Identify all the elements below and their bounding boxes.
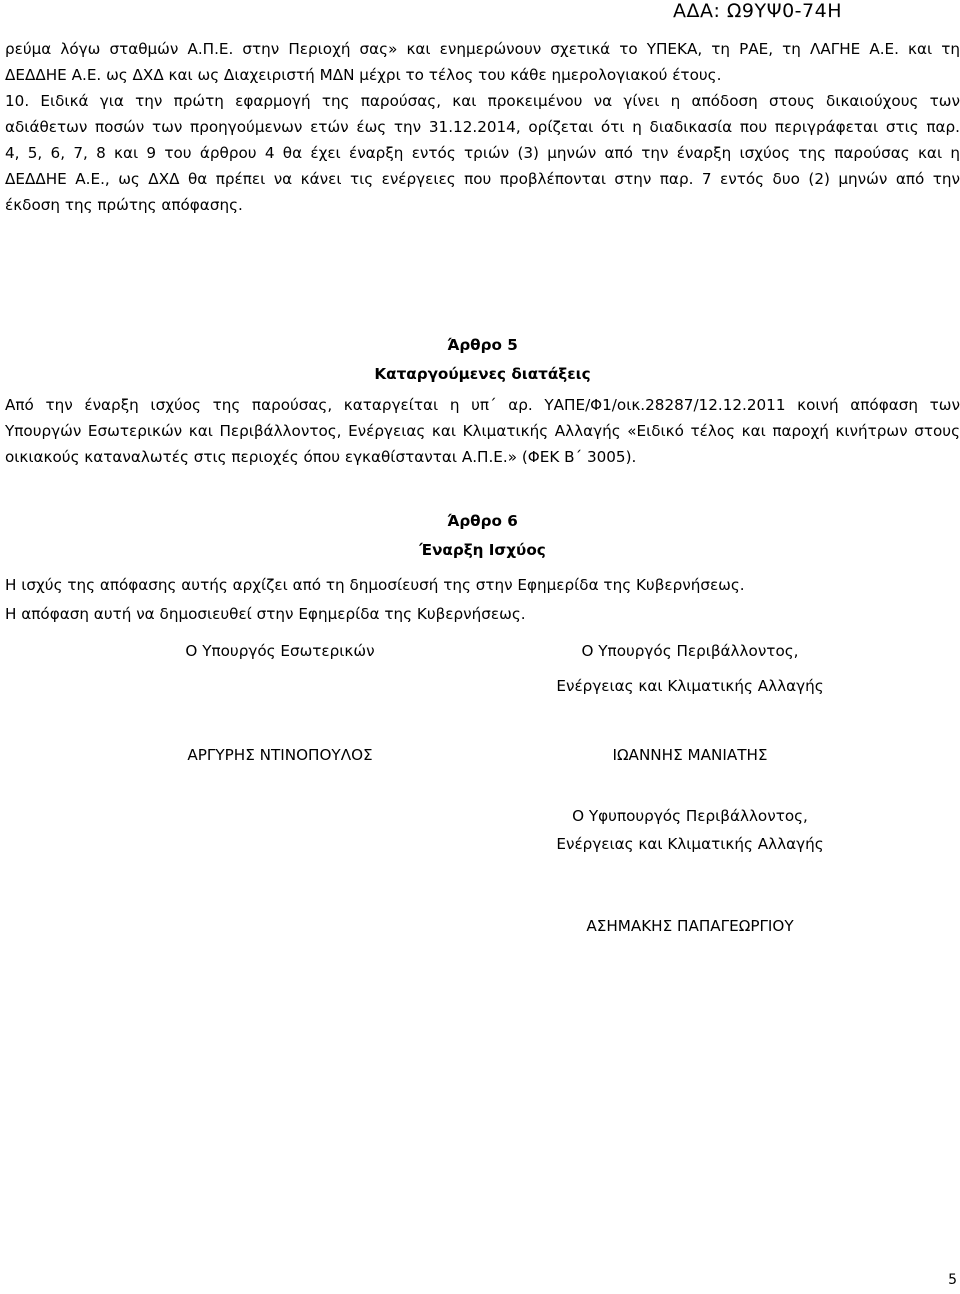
text-line: οικιακούς καταναλωτές στις περιοχές όπου εγκαθίστανται Α.Π.Ε.» (ΦΕΚ Β΄ 3005). [5, 448, 637, 466]
text-line: ρεύμα λόγω σταθμών Α.Π.Ε. στην Περιοχή σας» και ενημερώνουν σχετικά το ΥΠΕΚΑ, τη ΡΑΕ, τη ΛΑΓΗΕ Α.Ε. και τη [5, 40, 960, 58]
environment-minister-name: ΙΩΑΝΝΗΣ ΜΑΝΙΑΤΗΣ [612, 746, 768, 764]
text-line: Από την έναρξη ισχύος της παρούσας, καταργείται η υπ΄ αρ. ΥΑΠΕ/Φ1/οικ.28287/12.12.2011 κοινή απόφαση των [5, 396, 960, 414]
article-6-paragraph-2: Η απόφαση αυτή να δημοσιευθεί στην Εφημερίδα της Κυβερνήσεως. [5, 605, 526, 623]
interior-minister-title: Ο Υπουργός Εσωτερικών [185, 642, 375, 660]
environment-minister-title-2: Ενέργειας και Κλιματικής Αλλαγής [556, 677, 824, 695]
text-line: ΔΕΔΔΗΕ Α.Ε., ως ΔΧΔ θα πρέπει να κάνει τις ενέργειες που προβλέπονται στην παρ. 7 εντός δυο (2) μηνών από την [5, 170, 960, 188]
ada-code: ΑΔΑ: Ω9ΥΨ0-74Η [672, 0, 842, 22]
intro-paragraph [5, 36, 960, 218]
text-line: 4, 5, 6, 7, 8 και 9 του άρθρου 4 θα έχει έναρξη εντός τριών (3) μηνών από την έναρξη ισχύος της παρούσας και η [5, 144, 960, 162]
article-5-paragraph [5, 392, 960, 470]
environment-minister-title-1: Ο Υπουργός Περιβάλλοντος, [581, 642, 799, 660]
text-line: ΔΕΔΔΗΕ Α.Ε. ως ΔΧΔ και ως Διαχειριστή ΜΔΝ μέχρι το τέλος του κάθε ημερολογιακού έτους. [5, 66, 722, 84]
text-line: αδιάθετων ποσών των προηγούμενων ετών έως την 31.12.2014, ορίζεται ότι η διαδικασία που περιγράφεται στις παρ. [5, 118, 960, 136]
interior-minister-name: ΑΡΓΥΡΗΣ ΝΤΙΝΟΠΟΥΛΟΣ [187, 746, 373, 764]
article-6-paragraph-1: Η ισχύς της απόφασης αυτής αρχίζει από τη δημοσίευσή της στην Εφημερίδα της Κυβερνήσεως. [5, 576, 745, 594]
deputy-minister-name: ΑΣΗΜΑΚΗΣ ΠΑΠΑΓΕΩΡΓΙΟΥ [586, 917, 794, 935]
article-5-number: Άρθρο 5 [447, 336, 518, 354]
article-6-title: Έναρξη Ισχύος [419, 541, 546, 559]
text-line: Υπουργών Εσωτερικών και Περιβάλλοντος, Ενέργειας και Κλιματικής Αλλαγής «Ειδικό τέλος και παροχή κινήτρων στους [5, 422, 960, 440]
article-6-number: Άρθρο 6 [447, 512, 518, 530]
deputy-minister-title-1: Ο Υφυπουργός Περιβάλλοντος, [572, 807, 808, 825]
article-5-title: Καταργούμενες διατάξεις [374, 365, 591, 383]
page-number: 5 [948, 1272, 957, 1288]
deputy-minister-title-2: Ενέργειας και Κλιματικής Αλλαγής [556, 835, 824, 853]
text-line: 10. Ειδικά για την πρώτη εφαρμογή της παρούσας, και προκειμένου να γίνει η απόδοση στους δικαιούχους των [5, 92, 960, 110]
document-body [5, 36, 960, 627]
text-line: έκδοση της πρώτης απόφασης. [5, 196, 243, 214]
